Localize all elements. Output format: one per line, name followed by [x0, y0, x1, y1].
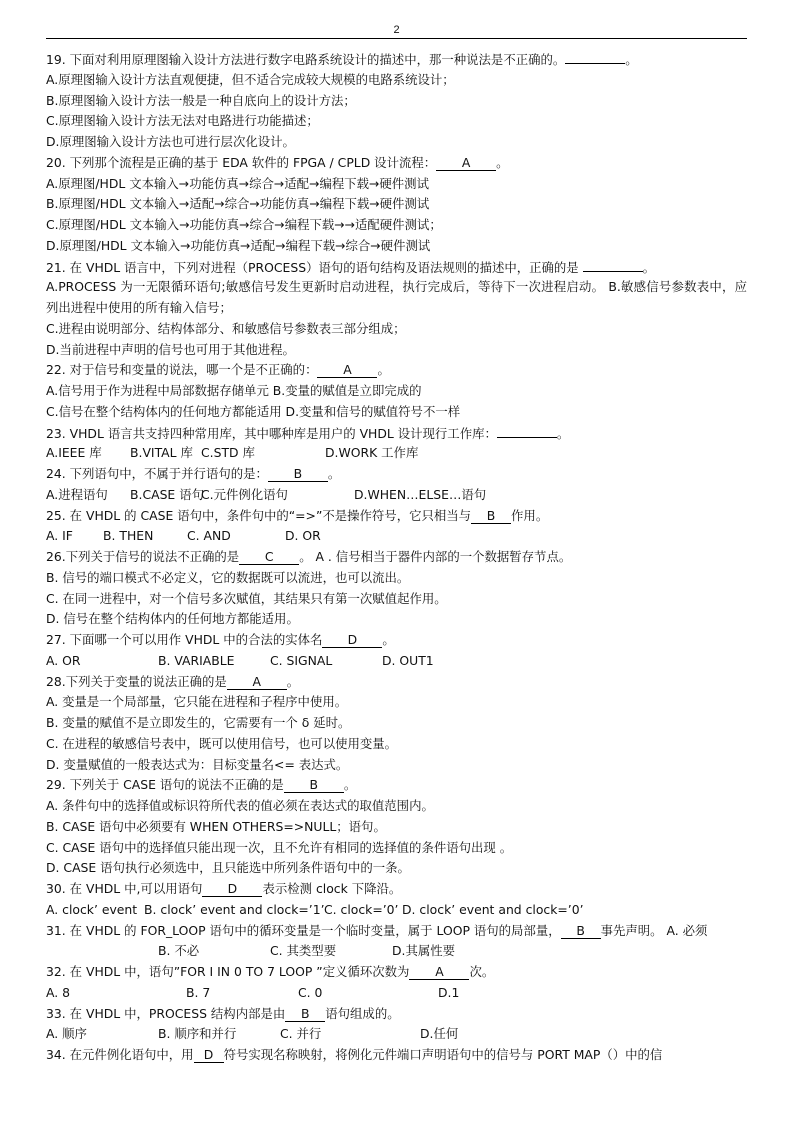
question-stem: 30. 在 VHDL 中,可以用语句 [46, 881, 203, 896]
page-number: 2 [393, 24, 400, 36]
answer-blank: D [194, 1048, 224, 1063]
question-30 [46, 879, 747, 900]
option: B. 不必 [158, 943, 200, 959]
question-21 [46, 257, 747, 278]
option: A. 顺序 [46, 1026, 87, 1042]
option: D. clock’ event and clock=’0’ [402, 901, 584, 917]
answer-blank: B [561, 924, 601, 939]
question-end: 。 A . 信号相当于器件内部的一个数据暂存节点。 [299, 549, 572, 564]
answer-blank: A [409, 965, 469, 980]
question-34 [46, 1045, 747, 1066]
option: C. SIGNAL [270, 652, 333, 668]
option: B. 顺序和并行 [158, 1026, 237, 1042]
option: A.PROCESS 为一无限循环语句;敏感信号发生更新时启动进程，执行完成后，等待下一次进程启动。 B.敏感信号参数表中，应列出进程中使用的所有输入信号； [46, 279, 747, 315]
question-stem: 29. 下列关于 CASE 语句的说法不正确的是 [46, 777, 284, 793]
question-stem: 20. 下列那个流程是正确的基于 EDA 软件的 FPGA / CPLD 设计流程： [46, 154, 437, 170]
question-end: 。 [286, 673, 300, 689]
options-row [46, 1024, 747, 1045]
option: B.VITAL 库 [130, 445, 193, 461]
option: A.原理图输入设计方法直观便捷，但不适合完成较大规模的电路系统设计； [46, 71, 455, 87]
option: C. 0 [298, 984, 323, 1000]
answer-blank: D [202, 882, 262, 897]
question-stem: 21. 在 VHDL 语言中，下列对进程（PROCESS）语句的语句结构及语法规则的描述中，正确的是 [46, 259, 579, 275]
question-stem: 32. 在 VHDL 中，语句”FOR I IN 0 TO 7 LOOP ”定义循环次数为 [46, 964, 410, 979]
question-stem: 26.下列关于信号的说法不正确的是 [46, 549, 240, 564]
question-32 [46, 962, 747, 983]
options-row [46, 983, 747, 1004]
option: B. THEN [103, 528, 154, 544]
option: B.原理图/HDL 文本输入→适配→综合→功能仿真→编程下载→硬件测试 [46, 196, 430, 212]
question-stem: 27. 下面哪一个可以用作 VHDL 中的合法的实体名 [46, 632, 323, 647]
answer-blank [583, 257, 643, 272]
option: C.信号在整个结构体内的任何地方都能适用 D.变量和信号的赋值符号不一样 [46, 403, 461, 419]
options-row [46, 443, 747, 464]
question-27 [46, 630, 747, 651]
question-23 [46, 423, 747, 444]
option: C. 并行 [280, 1026, 322, 1042]
option: D.任何 [420, 1026, 459, 1042]
option: C.进程由说明部分、结构体部分、和敏感信号参数表三部分组成； [46, 320, 406, 336]
option: B. CASE 语句中必须要有 WHEN OTHERS=>NULL；语句。 [46, 818, 386, 834]
option: D. CASE 语句执行必须选中，且只能选中所列条件语句中的一条。 [46, 860, 410, 876]
option: D.原理图/HDL 文本输入→功能仿真→适配→编程下载→综合→硬件测试 [46, 237, 431, 253]
option: B. 变量的赋值不是立即发生的，它需要有一个 δ 延时。 [46, 715, 351, 730]
options-row [46, 485, 747, 506]
answer-blank: C [239, 550, 299, 565]
question-31 [46, 921, 747, 942]
option: A.原理图/HDL 文本输入→功能仿真→综合→适配→编程下载→硬件测试 [46, 175, 429, 191]
question-25 [46, 506, 747, 527]
question-end: 。 [625, 52, 638, 67]
option: A. 变量是一个局部量，它只能在进程和子程序中使用。 [46, 694, 348, 710]
answer-blank: D [322, 633, 382, 648]
option: D.WORK 工作库 [325, 445, 419, 461]
option: A.进程语句 [46, 486, 108, 502]
option: C. 在同一进程中，对一个信号多次赋值，其结果只有第一次赋值起作用。 [46, 590, 447, 606]
option: D. 信号在整个结构体内的任何地方都能适用。 [46, 611, 299, 627]
option: A. clock’ event [46, 901, 138, 917]
question-end: 符号实现名称映射，将例化元件端口声明语句中的信号与 PORT MAP（）中的信 [223, 1047, 663, 1062]
options-row [46, 526, 747, 547]
option: A.IEEE 库 [46, 445, 102, 461]
question-22 [46, 360, 747, 381]
question-end: 。 [556, 425, 570, 441]
option: D. 变量赋值的一般表达式为：目标变量名<= 表达式。 [46, 756, 349, 772]
option: C.STD 库 [201, 445, 255, 461]
option: B. 信号的端口模式不必定义，它的数据既可以流进，也可以流出。 [46, 569, 410, 585]
option: D.1 [438, 984, 460, 1000]
option: C. CASE 语句中的选择值只能出现一次，且不允许有相同的选择值的条件语句出现 。 [46, 839, 513, 855]
question-stem: 25. 在 VHDL 的 CASE 语句中，条件句中的“=>”不是操作符号，它只相当与 [46, 507, 472, 523]
option: A. 条件句中的选择值或标识符所代表的值必须在表达式的取值范围内。 [46, 798, 434, 813]
option: C.元件例化语句 [201, 486, 288, 502]
answer-blank: A [227, 675, 287, 690]
question-29 [46, 775, 747, 796]
options-row [46, 651, 747, 672]
question-end: 作用。 [511, 507, 549, 523]
option: B. clock’ event and clock=’1’ [144, 901, 325, 917]
page-content [46, 49, 747, 1066]
option: B. 7 [186, 984, 211, 1000]
option: A. OR [46, 652, 81, 668]
option: A. IF [46, 528, 73, 544]
option: A.信号用于作为进程中局部数据存储单元 B.变量的赋值是立即完成的 [46, 383, 422, 398]
answer-blank: B [471, 509, 511, 524]
question-stem: 28.下列关于变量的说法正确的是 [46, 673, 227, 689]
question-end: 。 [327, 466, 341, 481]
option: A. 8 [46, 984, 71, 1000]
question-stem: 23. VHDL 语言共支持四种常用库，其中哪种库是用户的 VHDL 设计现行工作库： [46, 425, 497, 441]
question-28 [46, 672, 747, 693]
option: D.原理图输入设计方法也可进行层次化设计。 [46, 134, 295, 149]
option: C. clock=’0’ [324, 901, 399, 917]
option: C.原理图/HDL 文本输入→功能仿真→综合→编程下载→→适配硬件测试； [46, 217, 442, 232]
option: D. OR [285, 528, 321, 544]
option: C. 在进程的敏感信号表中，既可以使用信号，也可以使用变量。 [46, 735, 398, 751]
question-stem: 31. 在 VHDL 的 FOR_LOOP 语句中的循环变量是一个临时变量，属于 LOOP 语句的局部量， [46, 922, 561, 938]
header-rule [46, 38, 747, 39]
question-stem: 19. 下面对利用原理图输入设计方法进行数字电路系统设计的描述中，那一种说法是不正确的。 [46, 52, 566, 67]
question-19 [46, 49, 747, 70]
option: D. OUT1 [382, 652, 434, 668]
option: D.WHEN…ELSE…语句 [354, 486, 487, 502]
options-row [46, 900, 747, 921]
option: C.原理图输入设计方法无法对电路进行功能描述； [46, 113, 319, 129]
question-end: 。 [377, 362, 390, 378]
question-end: 语句组成的。 [325, 1005, 400, 1021]
question-26 [46, 547, 747, 568]
question-end: 表示检测 clock 下降沿。 [262, 881, 402, 896]
option: B.原理图输入设计方法一般是一种自底向上的设计方法； [46, 92, 356, 108]
question-end: 事先声明。 A. 必须 [600, 922, 708, 938]
option: C. AND [187, 528, 231, 544]
question-20 [46, 153, 747, 174]
options-row [46, 941, 747, 962]
option: B. VARIABLE [158, 652, 235, 668]
answer-blank: A [317, 363, 377, 378]
question-stem: 22. 对于信号和变量的说法，哪一个是不正确的： [46, 362, 318, 378]
answer-blank: B [268, 467, 328, 482]
question-end: 。 [642, 259, 656, 275]
question-end: 。 [496, 154, 509, 170]
option: D.其属性要 [392, 943, 456, 959]
question-end: 次。 [469, 964, 495, 979]
question-33 [46, 1004, 747, 1025]
question-stem: 24. 下列语句中，不属于并行语句的是： [46, 466, 268, 481]
question-end: 。 [343, 777, 357, 793]
question-stem: 33. 在 VHDL 中，PROCESS 结构内部是由 [46, 1005, 286, 1021]
option: B.CASE 语句 [130, 486, 204, 502]
answer-blank: B [285, 1007, 325, 1022]
option: D.当前进程中声明的信号也可用于其他进程。 [46, 341, 295, 357]
answer-blank [565, 49, 625, 64]
answer-blank [497, 423, 557, 438]
answer-blank: A [436, 156, 496, 171]
answer-blank: B [284, 778, 344, 793]
question-24 [46, 464, 747, 485]
question-stem: 34. 在元件例化语句中，用 [46, 1047, 194, 1062]
question-end: 。 [382, 632, 395, 647]
option: C. 其类型要 [270, 943, 337, 959]
